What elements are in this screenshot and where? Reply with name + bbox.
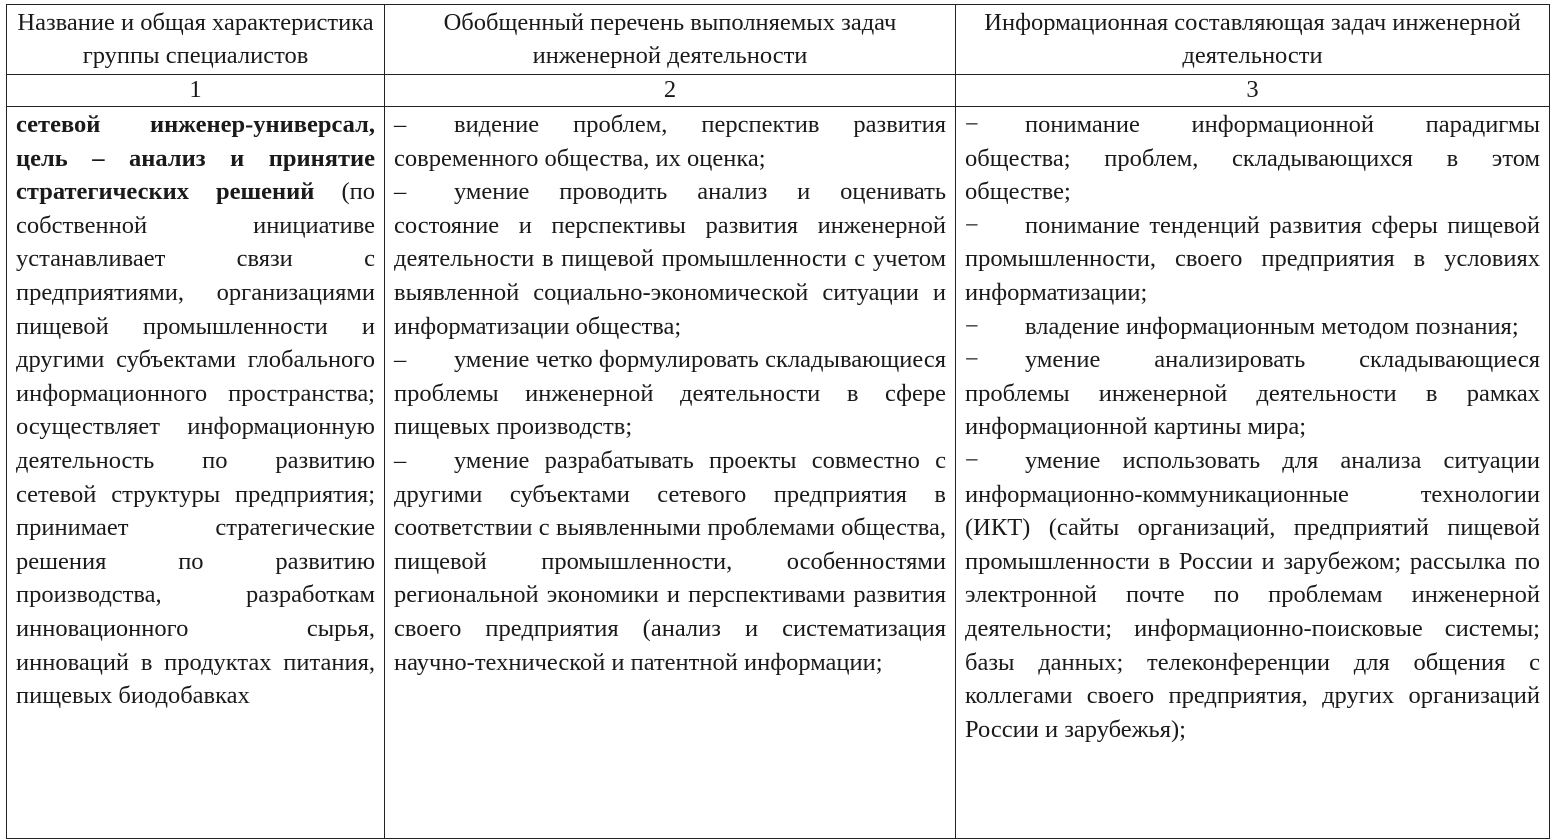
column-number-1: 1: [7, 75, 385, 107]
list-dash: −: [965, 211, 979, 239]
list-dash: –: [394, 346, 407, 374]
header-cell-2: [385, 5, 956, 75]
content-row: [7, 107, 1550, 839]
tasks-cell: [385, 107, 956, 839]
info-component-cell: [956, 107, 1550, 839]
info-item: [965, 343, 1540, 444]
header-row: [7, 5, 1550, 75]
list-dash: −: [965, 312, 979, 340]
task-text: видение проблем, перспектив развития современного общества, их оценка;: [394, 111, 946, 172]
info-item: [965, 444, 1540, 746]
specialist-description: [16, 108, 375, 713]
info-text: понимание тенденций развития сферы пищевой промышленности, своего предприятия в условиях информатизации;: [965, 211, 1540, 306]
specialist-description-cell: [7, 107, 385, 839]
list-dash: −: [965, 346, 979, 374]
column-number-3: 3: [956, 75, 1550, 107]
info-text: умение использовать для анализа ситуации информационно-коммуникационные технологии (ИКТ) (сайты организаций, предприятий пищевой промышленности в России и зарубежом; рассылка по электронной почте по проблемам инженерной деятельности; информационно-поисковые системы; базы данных; телеконференции для общения с коллегами своего предприятия, других организаций России и зарубежья);: [965, 446, 1540, 743]
header-cell-1: [7, 5, 385, 75]
column-number-2: 2: [385, 75, 956, 107]
header-text-2: Обобщенный перечень выполняемых задач инженерной деятельности: [443, 9, 897, 69]
info-text: владение информационным методом познания;: [1025, 312, 1519, 340]
header-cell-3: [956, 5, 1550, 75]
task-text: умение четко формулировать складывающиеся проблемы инженерной деятельности в сфере пищевых производств;: [394, 346, 946, 441]
task-item: [394, 343, 946, 444]
specialists-table: [6, 4, 1550, 839]
specialist-details: (по собственной инициативе устанавливает связи с предприятиями, организациями пищевой промышленности и другими субъектами глобального информационного пространства; осуществляет информационную деятельность по развитию сетевой структуры предприятия; принимает стратегические решения по развитию производства, разработкам инновационного сырья, инноваций в продуктах питания, пищевых биодобавках: [16, 178, 375, 710]
task-item: [394, 175, 946, 343]
list-dash: –: [394, 111, 407, 138]
list-dash: –: [394, 446, 407, 474]
column-number-row: [7, 75, 1550, 107]
task-item: [394, 444, 946, 679]
list-dash: −: [965, 111, 979, 138]
info-text: понимание информационной парадигмы общества; проблем, складывающихся в этом обществе;: [965, 111, 1540, 206]
header-text-3: Информационная составляющая задач инженерной деятельности: [984, 9, 1521, 69]
task-text: умение проводить анализ и оценивать состояние и перспективы развития инженерной деятельности в пищевой промышленности с учетом выявленной социально-экономической ситуации и информатизации общества;: [394, 178, 946, 340]
info-item: [965, 209, 1540, 310]
info-item: [965, 310, 1540, 344]
info-item: [965, 108, 1540, 209]
task-text: умение разрабатывать проекты совместно с другими субъектами сетевого предприятия в соответствии с выявленными проблемами общества, пищевой промышленности, особенностями региональной экономики и перспективами развития своего предприятия (анализ и систематизация научно-технической и патентной информации;: [394, 446, 946, 676]
info-text: умение анализировать складывающиеся проблемы инженерной деятельности в рамках информационной картины мира;: [965, 346, 1540, 441]
specialist-title: сетевой инженер-универсал, цель – анализ и принятие стратегических решений: [16, 111, 375, 206]
header-text-1: Название и общая характеристика группы специалистов: [17, 9, 374, 69]
list-dash: −: [965, 446, 979, 474]
task-item: [394, 108, 946, 175]
list-dash: –: [394, 178, 407, 206]
